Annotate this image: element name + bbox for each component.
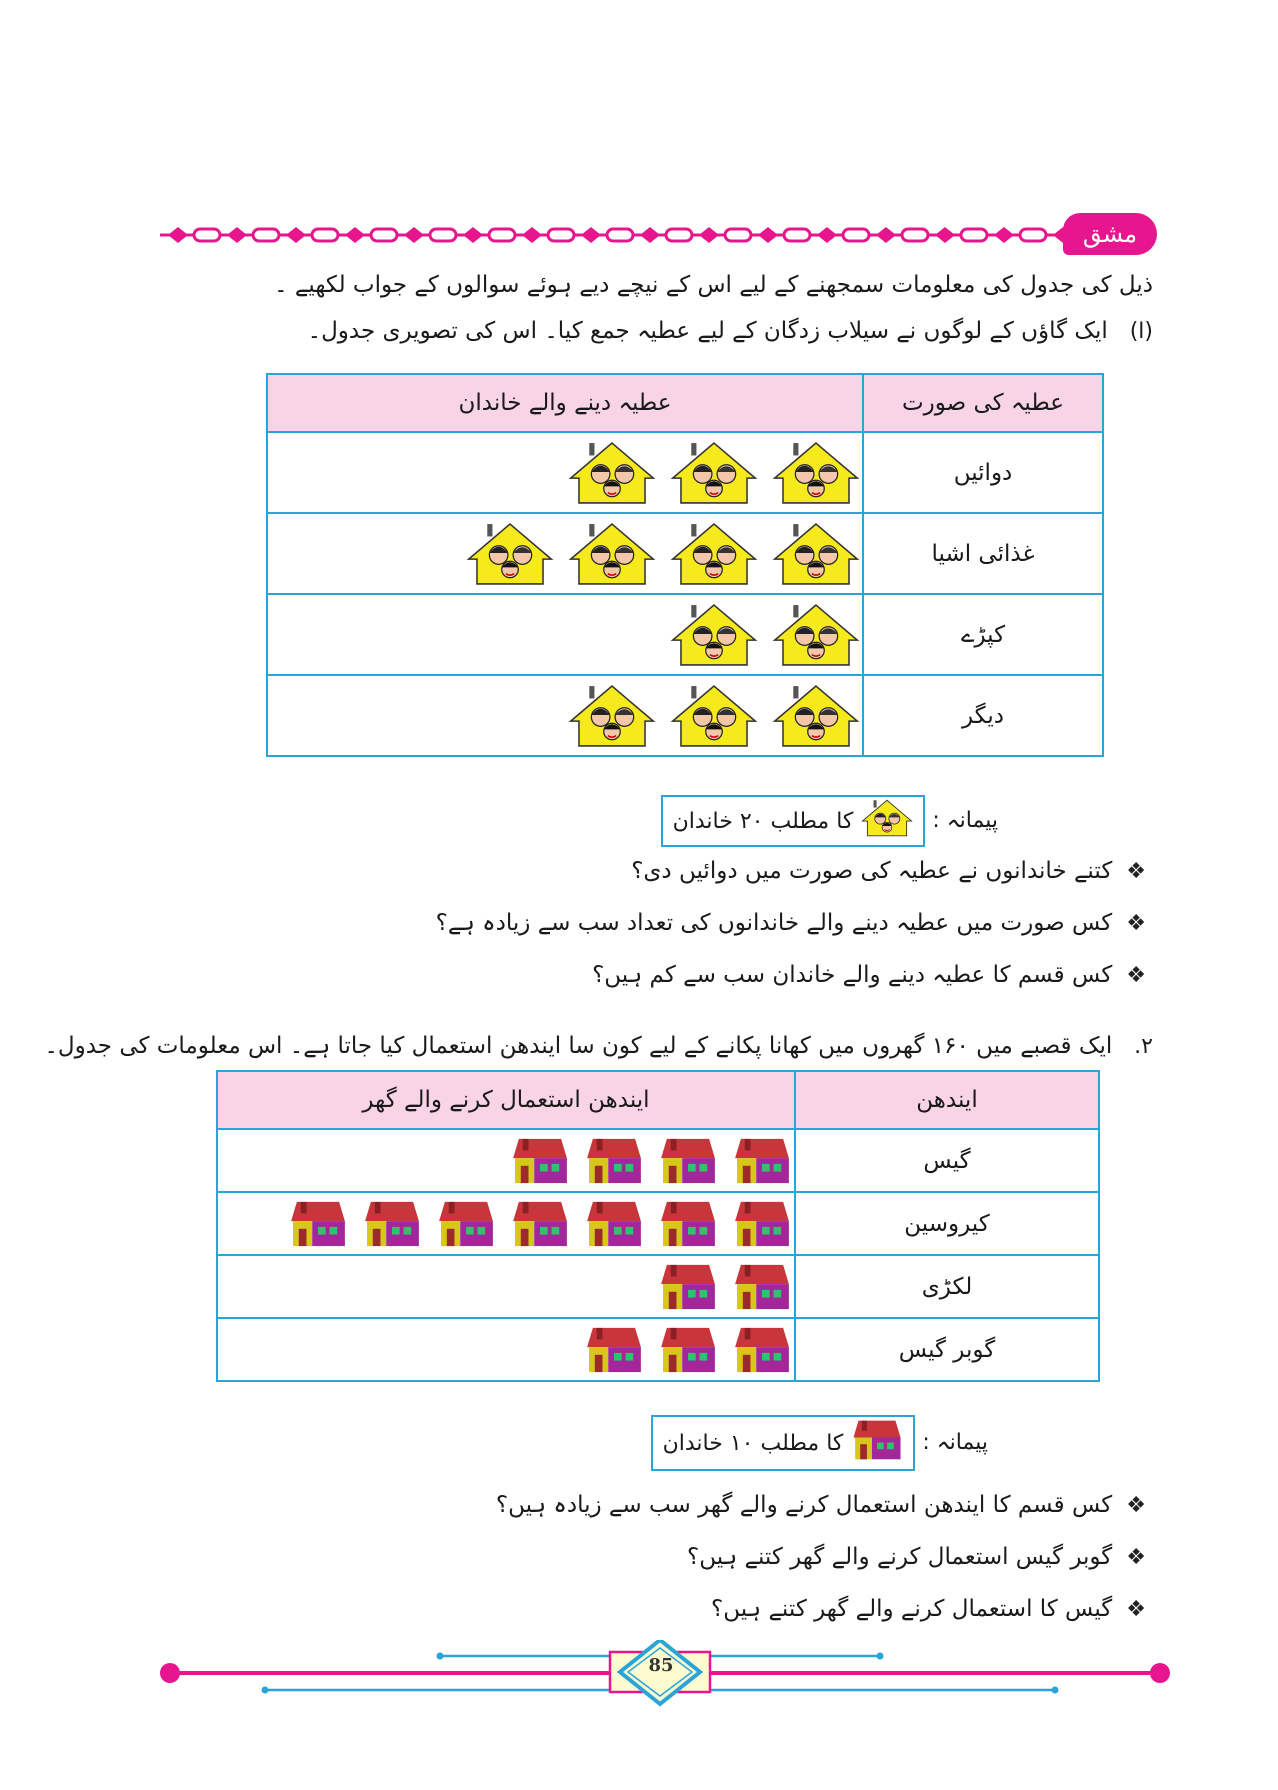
q1-scale-text: کا مطلب ۲۰ خاندان (672, 808, 854, 834)
family-house-icon (861, 799, 913, 843)
q2-question-1-text: کس قسم کا ایندھن استعمال کرنے والے گھر سب سے زیادہ ہیں؟ (495, 1492, 1113, 1518)
q1-statement (308, 318, 1153, 344)
donation-pictograph-table (266, 373, 1104, 757)
q1-scale-prefix: پیمانہ : (932, 808, 998, 833)
footer-decoration (0, 1640, 1278, 1730)
family-house-icon (861, 799, 913, 837)
house-icon (362, 1200, 422, 1248)
q1-question-3 (592, 962, 1146, 988)
house-icon (510, 1200, 570, 1248)
donation-row-icons (267, 594, 863, 675)
fuel-pictograph-table (216, 1070, 1100, 1382)
fuel-row-label: لکڑی (795, 1255, 1099, 1318)
q2-text: ایک قصبے میں ۱۶۰ گھروں میں کھانا پکانے کے لیے کون سا ایندھن استعمال کیا جاتا ہے۔ اس معلومات کی جدول۔ (44, 1033, 1113, 1059)
house-icon (658, 1137, 718, 1185)
donation-row-label: کپڑے (863, 594, 1103, 675)
house-icon (732, 1263, 792, 1311)
fuel-row-icons (217, 1129, 795, 1192)
q1-scale (661, 795, 998, 847)
q1-question-1 (631, 858, 1146, 884)
donation-row-icons (267, 432, 863, 513)
q1-question-3-text: کس قسم کا عطیہ دینے والے خاندان سب سے کم ہیں؟ (592, 962, 1113, 988)
house-icon (584, 1200, 644, 1248)
house-icon (732, 1200, 792, 1248)
bullet-icon: ❖ (1126, 1544, 1146, 1570)
family-house-icon (568, 684, 656, 748)
fuel-row-label: گیس (795, 1129, 1099, 1192)
q2-question-3-text: گیس کا استعمال کرنے والے گھر کتنے ہیں؟ (711, 1596, 1113, 1622)
bullet-icon: ❖ (1126, 1596, 1146, 1622)
bullet-icon: ❖ (1126, 1492, 1146, 1518)
q2-scale-box (651, 1415, 916, 1471)
q1-scale-box (661, 795, 926, 847)
fuel-row-icons (217, 1318, 795, 1381)
house-icon (288, 1200, 348, 1248)
family-house-icon (772, 603, 860, 667)
donation-row (267, 432, 1103, 513)
table2-header-category: ایندھن (795, 1071, 1099, 1129)
fuel-row-icons (217, 1255, 795, 1318)
house-icon (851, 1419, 903, 1467)
q1-question-1-text: کتنے خاندانوں نے عطیہ کی صورت میں دوائیں دی؟ (631, 858, 1113, 884)
family-house-icon (670, 603, 758, 667)
house-icon (436, 1200, 496, 1248)
house-icon (732, 1326, 792, 1374)
fuel-row-icons (217, 1192, 795, 1255)
fuel-row (217, 1129, 1099, 1192)
q2-question-2-text: گوبر گیس استعمال کرنے والے گھر کتنے ہیں؟ (687, 1544, 1113, 1570)
q2-question-3 (711, 1596, 1146, 1622)
table1-header-values: عطیہ دینے والے خاندان (267, 374, 863, 432)
family-house-icon (568, 441, 656, 505)
table2-header-values: ایندھن استعمال کرنے والے گھر (217, 1071, 795, 1129)
q2-question-2 (687, 1544, 1146, 1570)
fuel-row (217, 1192, 1099, 1255)
house-icon (658, 1326, 718, 1374)
house-icon (584, 1137, 644, 1185)
bullet-icon: ❖ (1126, 858, 1146, 884)
donation-row-icons (267, 675, 863, 756)
donation-row (267, 513, 1103, 594)
fuel-row (217, 1255, 1099, 1318)
house-icon (658, 1263, 718, 1311)
bullet-icon: ❖ (1126, 962, 1146, 988)
donation-row-icons (267, 513, 863, 594)
fuel-row-label: گوبر گیس (795, 1318, 1099, 1381)
house-icon (851, 1419, 903, 1461)
family-house-icon (670, 441, 758, 505)
family-house-icon (772, 441, 860, 505)
bullet-icon: ❖ (1126, 910, 1146, 936)
q2-scale-prefix: پیمانہ : (922, 1430, 988, 1455)
exercise-title: مشق (1063, 213, 1157, 255)
family-house-icon (670, 684, 758, 748)
q1-number: (ا) (1129, 319, 1153, 344)
q2-question-1 (496, 1492, 1146, 1518)
q2-number: ۲. (1134, 1034, 1153, 1059)
q2-statement (44, 1033, 1153, 1059)
house-icon (732, 1137, 792, 1185)
donation-row-label: غذائی اشیا (863, 513, 1103, 594)
fuel-row (217, 1318, 1099, 1381)
q1-question-2 (436, 910, 1146, 936)
donation-row-label: دیگر (863, 675, 1103, 756)
table1-header-category: عطیہ کی صورت (863, 374, 1103, 432)
q2-scale (651, 1415, 988, 1471)
family-house-icon (772, 522, 860, 586)
header-chain-decoration (160, 214, 1160, 256)
house-icon (658, 1200, 718, 1248)
donation-row (267, 594, 1103, 675)
q2-scale-text: کا مطلب ۱۰ خاندان (662, 1430, 844, 1456)
family-house-icon (466, 522, 554, 586)
intro-text: ذیل کی جدول کی معلومات سمجھنے کے لیے اس کے نیچے دیے ہوئے سوالوں کے جواب لکھیے ۔ (274, 272, 1153, 298)
house-icon (584, 1326, 644, 1374)
house-icon (510, 1137, 570, 1185)
q1-question-2-text: کس صورت میں عطیہ دینے والے خاندانوں کی تعداد سب سے زیادہ ہے؟ (435, 910, 1113, 936)
donation-row (267, 675, 1103, 756)
family-house-icon (670, 522, 758, 586)
fuel-row-label: کیروسین (795, 1192, 1099, 1255)
donation-row-label: دوائیں (863, 432, 1103, 513)
q1-text: ایک گاؤں کے لوگوں نے سیلاب زدگان کے لیے عطیہ جمع کیا۔ اس کی تصویری جدول۔ (307, 318, 1108, 344)
family-house-icon (568, 522, 656, 586)
page-number: 85 (648, 1655, 674, 1676)
family-house-icon (772, 684, 860, 748)
